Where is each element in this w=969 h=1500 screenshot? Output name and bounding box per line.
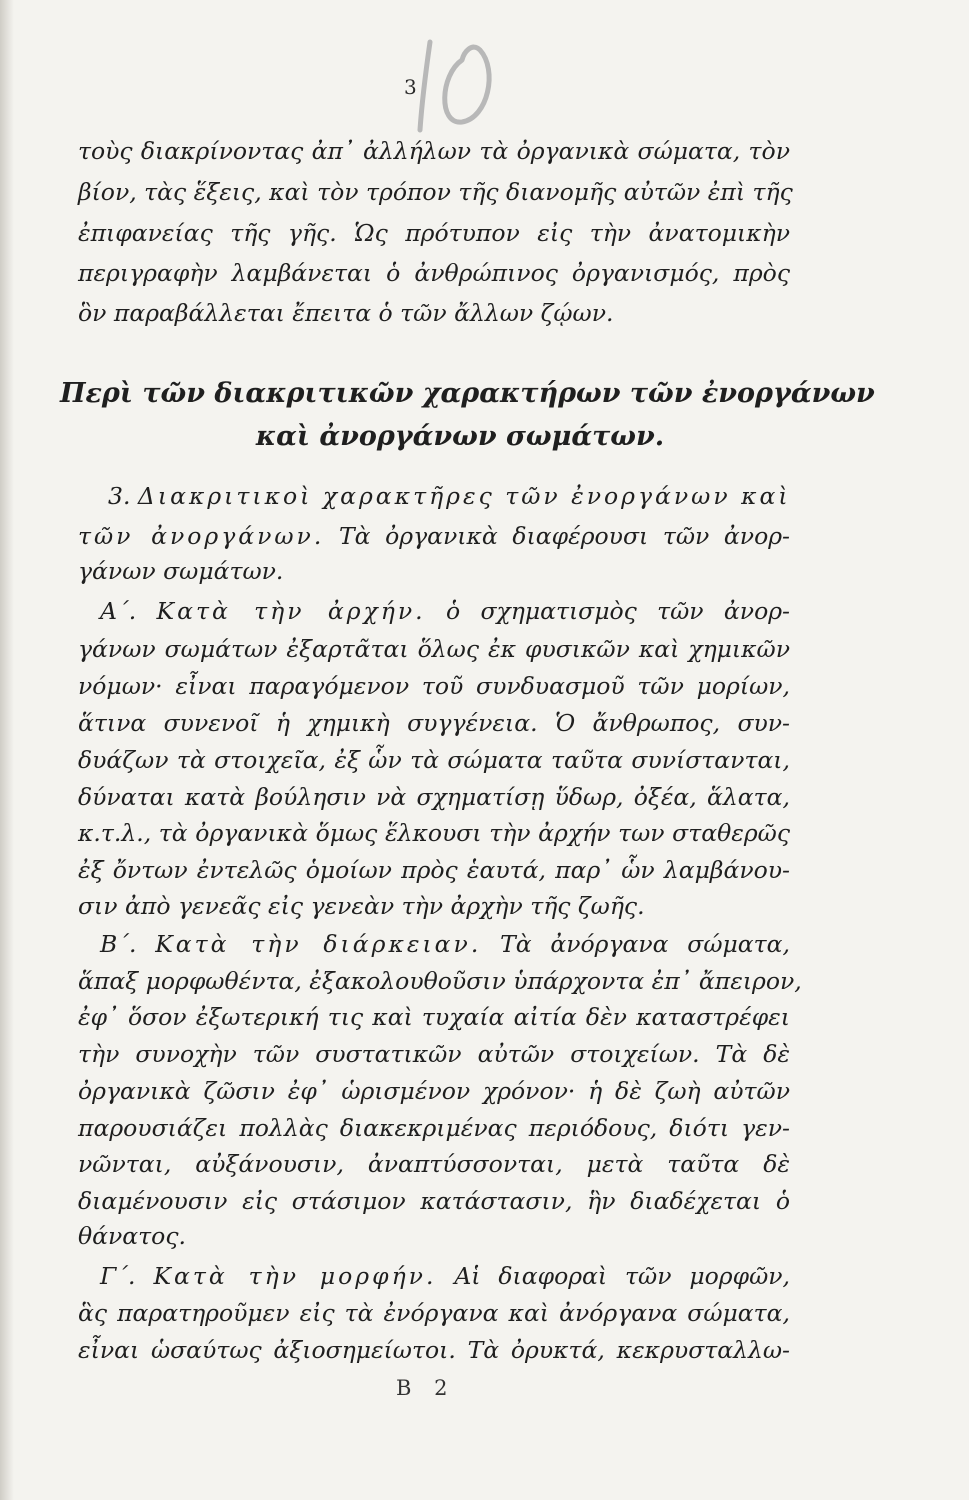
para-a-line-4: δυάζων τὰ στοιχεῖα, ἐξ ὧν τὰ σώματα ταῦτα συνίστανται,	[78, 746, 790, 774]
para-a-first-rest: ὁ σχηματισμὸς τῶν ἀνορ-	[445, 597, 790, 625]
para-c-line-2: εἶναι ὡσαύτως ἀξιοσημείωτοι. Τὰ ὀρυκτά, κεκρυσταλλω-	[78, 1336, 790, 1364]
para-b-label: Β΄.	[100, 930, 137, 958]
section-3-line-2	[78, 522, 790, 550]
para-b-line-7: διαμένουσιν εἰς στάσιμον κατάστασιν, ἣν διαδέχεται ὁ	[78, 1187, 790, 1215]
intro-line-5: ὃν παραβάλλεται ἔπειτα ὁ τῶν ἄλλων ζῴων.	[78, 299, 614, 327]
section-heading-line-1: Περὶ τῶν διακριτικῶν χαρακτήρων τῶν ἐνοργάνων	[60, 378, 875, 409]
handwritten-number-text: 10	[454, 90, 456, 91]
para-b-first-line	[100, 930, 790, 958]
intro-line-4: περιγραφὴν λαμβάνεται ὁ ἀνθρώπινος ὀργανισμός, πρὸς	[78, 259, 790, 287]
para-a-line-2: νόμων· εἶναι παραγόμενον τοῦ συνδυασμοῦ τῶν μορίων,	[78, 672, 790, 700]
para-b-line-3: τὴν συνοχὴν τῶν συστατικῶν αὐτῶν στοιχείων. Τὰ δὲ	[78, 1040, 790, 1068]
para-a-line-1: γάνων σωμάτων ἐξαρτᾶται ὅλως ἐκ φυσικῶν καὶ χημικῶν	[78, 635, 790, 663]
para-b-spaced: Κατὰ τὴν διάρκειαν.	[155, 930, 482, 958]
signature-mark: B 2	[396, 1376, 456, 1400]
section-3-spaced-title: Διακριτικοὶ χαρακτῆρες τῶν ἐνοργάνων καὶ	[137, 482, 791, 510]
section-3-line-3: γάνων σωμάτων.	[78, 557, 284, 585]
section-3-line-2-spaced: τῶν ἀνοργάνων.	[78, 522, 325, 550]
para-a-line-5: δύναται κατὰ βούλησιν νὰ σχηματίσῃ ὕδωρ, ὀξέα, ἅλατα,	[78, 783, 790, 811]
para-b-line-5: παρουσιάζει πολλὰς διακεκριμένας περιόδους, διότι γεν-	[78, 1114, 790, 1142]
para-a-line-3: ἅτινα συνενοῖ ἡ χημικὴ συγγένεια. Ὁ ἄνθρωπος, συν-	[78, 709, 790, 737]
para-c-first-rest: Αἱ διαφοραὶ τῶν μορφῶν,	[454, 1262, 790, 1290]
section-3-number: 3.	[108, 482, 131, 510]
para-b-first-rest: Τὰ ἀνόργανα σώματα,	[500, 930, 790, 958]
para-b-line-6: νῶνται, αὐξάνουσιν, ἀναπτύσσονται, μετὰ ταῦτα δὲ	[78, 1150, 790, 1178]
intro-line-1: τοὺς διακρίνοντας ἀπ᾽ ἀλλήλων τὰ ὀργανικὰ σώματα, τὸν	[78, 137, 790, 165]
para-c-first-line	[100, 1262, 790, 1290]
para-a-first-line	[100, 597, 790, 625]
para-b-line-1: ἅπαξ μορφωθέντα, ἐξακολουθοῦσιν ὑπάρχοντα ἐπ᾽ ἄπειρον,	[78, 967, 802, 995]
para-b-line-8: θάνατος.	[78, 1222, 186, 1250]
para-a-spaced: Κατὰ τὴν ἀρχήν.	[156, 597, 426, 625]
section-3-line-2-rest: Τὰ ὀργανικὰ διαφέρουσι τῶν ἀνορ-	[338, 522, 790, 550]
para-a-line-8: σιν ἀπὸ γενεᾶς εἰς γενεὰν τὴν ἀρχὴν τῆς ζωῆς.	[78, 892, 645, 920]
para-c-line-1: ἃς παρατηροῦμεν εἰς τὰ ἐνόργανα καὶ ἀνόργανα σώματα,	[78, 1299, 790, 1327]
intro-line-3: ἐπιφανείας τῆς γῆς. Ὡς πρότυπον εἰς τὴν ἀνατομικὴν	[78, 219, 790, 247]
intro-line-2: βίον, τὰς ἕξεις, καὶ τὸν τρόπον τῆς διανομῆς αὐτῶν ἐπὶ τῆς	[78, 178, 793, 206]
para-b-line-4: ὀργανικὰ ζῶσιν ἐφ᾽ ὡρισμένον χρόνον· ἡ δὲ ζωὴ αὐτῶν	[78, 1077, 790, 1105]
para-c-spaced: Κατὰ τὴν μορφήν.	[153, 1262, 437, 1290]
section-3-title	[108, 482, 791, 510]
para-a-label: Α΄.	[100, 597, 137, 625]
para-a-line-7: ἐξ ὄντων ἐντελῶς ὁμοίων πρὸς ἑαυτά, παρ᾽ ὧν λαμβάνου-	[78, 856, 790, 884]
section-heading-line-2: καὶ ἀνοργάνων σωμάτων.	[255, 421, 665, 452]
para-a-line-6: κ.τ.λ., τὰ ὀργανικὰ ὅμως ἕλκουσι τὴν ἀρχήν των σταθερῶς	[78, 819, 790, 847]
para-c-label: Γ΄.	[100, 1262, 136, 1290]
page-number: 3	[404, 75, 417, 99]
para-b-line-2: ἐφ᾽ ὅσον ἐξωτερική τις καὶ τυχαία αἰτία δὲν καταστρέφει	[78, 1003, 790, 1031]
